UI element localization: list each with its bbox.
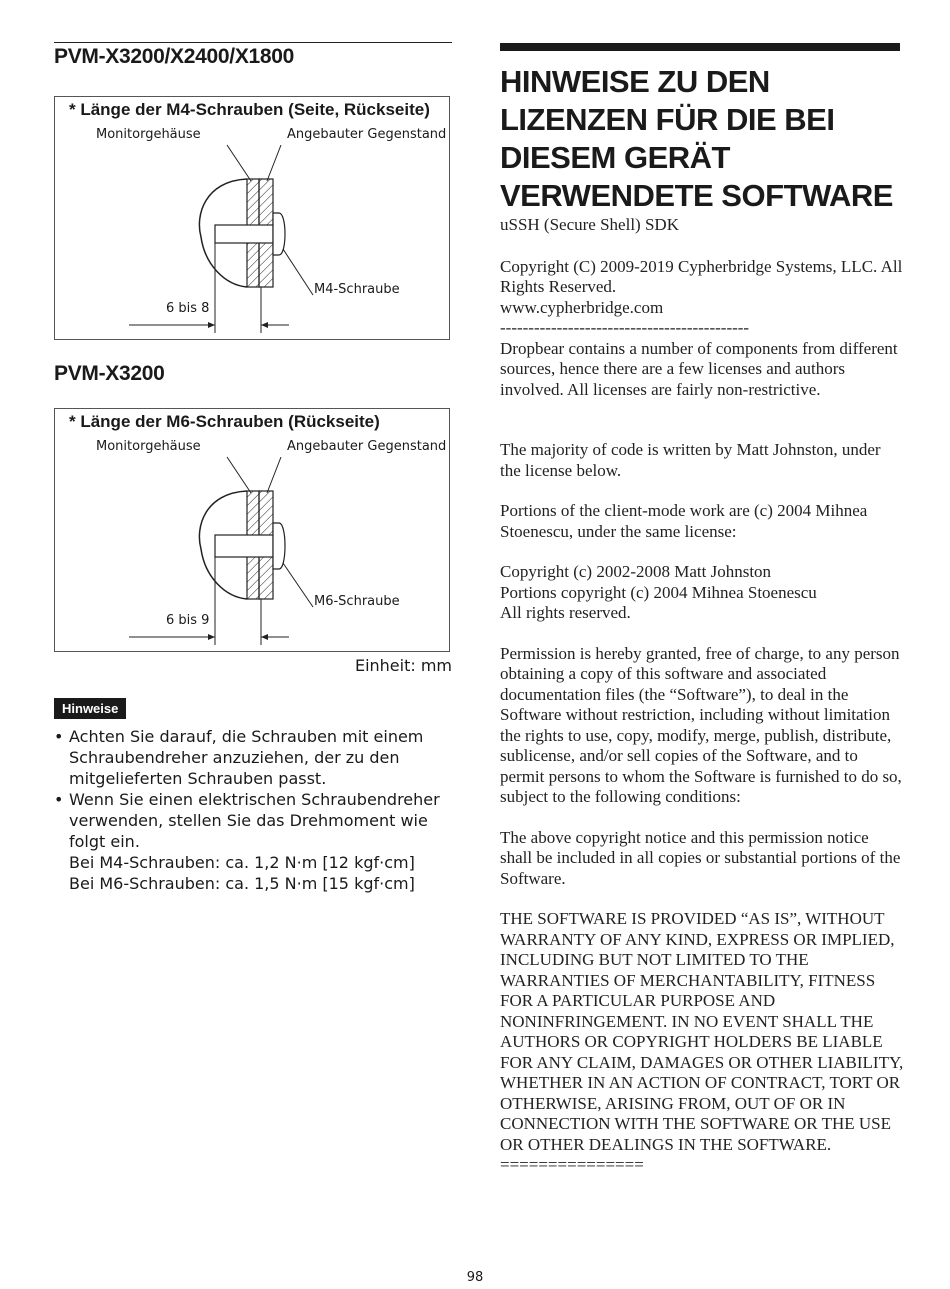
license-heading: HINWEISE ZU DEN LIZENZEN FÜR DIE BEI DIESEM GERÄT VERWENDETE SOFTWARE: [500, 64, 893, 213]
section-title-all-models: PVM-X3200/X2400/X1800: [54, 45, 295, 68]
note-text: Achten Sie darauf, die Schrauben mit einem Schraubendreher anzuziehen, der zu den mitgelieferten Schrauben passt.: [69, 727, 424, 788]
license-separator: --------------------------------------------: [500, 318, 750, 337]
section-title-x3200: PVM-X3200: [54, 362, 165, 385]
note-item: [54, 789, 454, 894]
license-copyright: Copyright (C) 2009-2019 Cypherbridge Systems, LLC. All Rights Reserved.: [500, 256, 903, 296]
license-copyright-line: All rights reserved.: [500, 603, 631, 622]
license-disclaimer: THE SOFTWARE IS PROVIDED “AS IS”, WITHOUT WARRANTY OF ANY KIND, EXPRESS OR IMPLIED, INCLUDING BUT NOT LIMITED TO THE WARRANTIES OF MERCHANTABILITY, FITNESS FOR A PARTICULAR PURPOSE AND NONINFRINGEMENT. IN NO EVENT SHALL THE AUTHORS OR COPYRIGHT HOLDERS BE LIABLE FOR ANY CLAIM, DAMAGES OR OTHER LIABILITY, WHETHER IN AN ACTION OF CONTRACT, TORT OR OTHERWISE, ARISING FROM, OUT OF OR IN CONNECTION WITH THE SOFTWARE OR THE USE OR OTHER DEALINGS IN THE SOFTWARE.: [500, 909, 904, 1154]
license-website: www.cypherbridge.com: [500, 297, 664, 317]
heading-rule: [500, 43, 900, 51]
note-item: [54, 726, 454, 789]
label-attached-object: Angebauter Gegenstand: [287, 439, 447, 454]
label-screw: M4-Schraube: [314, 282, 400, 297]
label-screw: M6-Schraube: [314, 594, 400, 609]
label-length: 6 bis 9: [166, 613, 210, 628]
label-length: 6 bis 8: [166, 301, 210, 316]
figure-m6-screw: [54, 408, 450, 652]
figure-caption: * Länge der M6-Schrauben (Rückseite): [69, 412, 380, 431]
license-copyright-line: Portions copyright (c) 2004 Mihnea Stoenescu: [500, 582, 817, 602]
page-number: 98: [466, 1270, 484, 1285]
label-monitor-housing: Monitorgehäuse: [96, 439, 201, 454]
notes-list: [54, 726, 454, 894]
license-product: uSSH (Secure Shell) SDK: [500, 215, 679, 234]
unit-label: Einheit: mm: [354, 656, 452, 675]
notes-badge: Hinweise: [54, 698, 126, 719]
license-notice: The above copyright notice and this permission notice shall be included in all copies or substantial portions of the Software.: [500, 827, 901, 888]
left-column: [54, 42, 452, 69]
license-paragraph: The majority of code is written by Matt Johnston, under the license below.: [500, 440, 881, 480]
torque-m6: Bei M6-Schrauben: ca. 1,5 N·m [15 kgf·cm]: [69, 874, 415, 893]
label-monitor-housing: Monitorgehäuse: [96, 127, 201, 142]
license-end-separator: ===============: [500, 1155, 644, 1174]
figure-m4-screw: [54, 96, 450, 340]
section-rule: [54, 42, 452, 43]
license-paragraph: Portions of the client-mode work are (c) 2004 Mihnea Stoenescu, under the same license:: [500, 501, 868, 541]
license-paragraph: Dropbear contains a number of components from different sources, hence there are a few licenses and authors involved. All licenses are fairly non-restrictive.: [500, 338, 898, 399]
label-attached-object: Angebauter Gegenstand: [287, 127, 447, 142]
right-column: [500, 43, 900, 215]
license-body: [500, 215, 905, 1176]
license-copyright-line: Copyright (c) 2002-2008 Matt Johnston: [500, 562, 772, 581]
torque-m4: Bei M4-Schrauben: ca. 1,2 N·m [12 kgf·cm]: [69, 853, 415, 872]
note-text: Wenn Sie einen elektrischen Schraubendreher verwenden, stellen Sie das Drehmoment wie folgt ein.: [69, 790, 440, 851]
license-permission: Permission is hereby granted, free of charge, to any person obtaining a copy of this software and associated documentation files (the “Software”), to deal in the Software without restriction, including without limitation the rights to use, copy, modify, merge, publish, distribute, sublicense, and/or sell copies of the Software, and to permit persons to whom the Software is furnished to do so, subject to the following conditions:: [500, 643, 902, 806]
section-x3200: [54, 362, 165, 386]
figure-caption: * Länge der M4-Schrauben (Seite, Rückseite): [69, 100, 430, 119]
